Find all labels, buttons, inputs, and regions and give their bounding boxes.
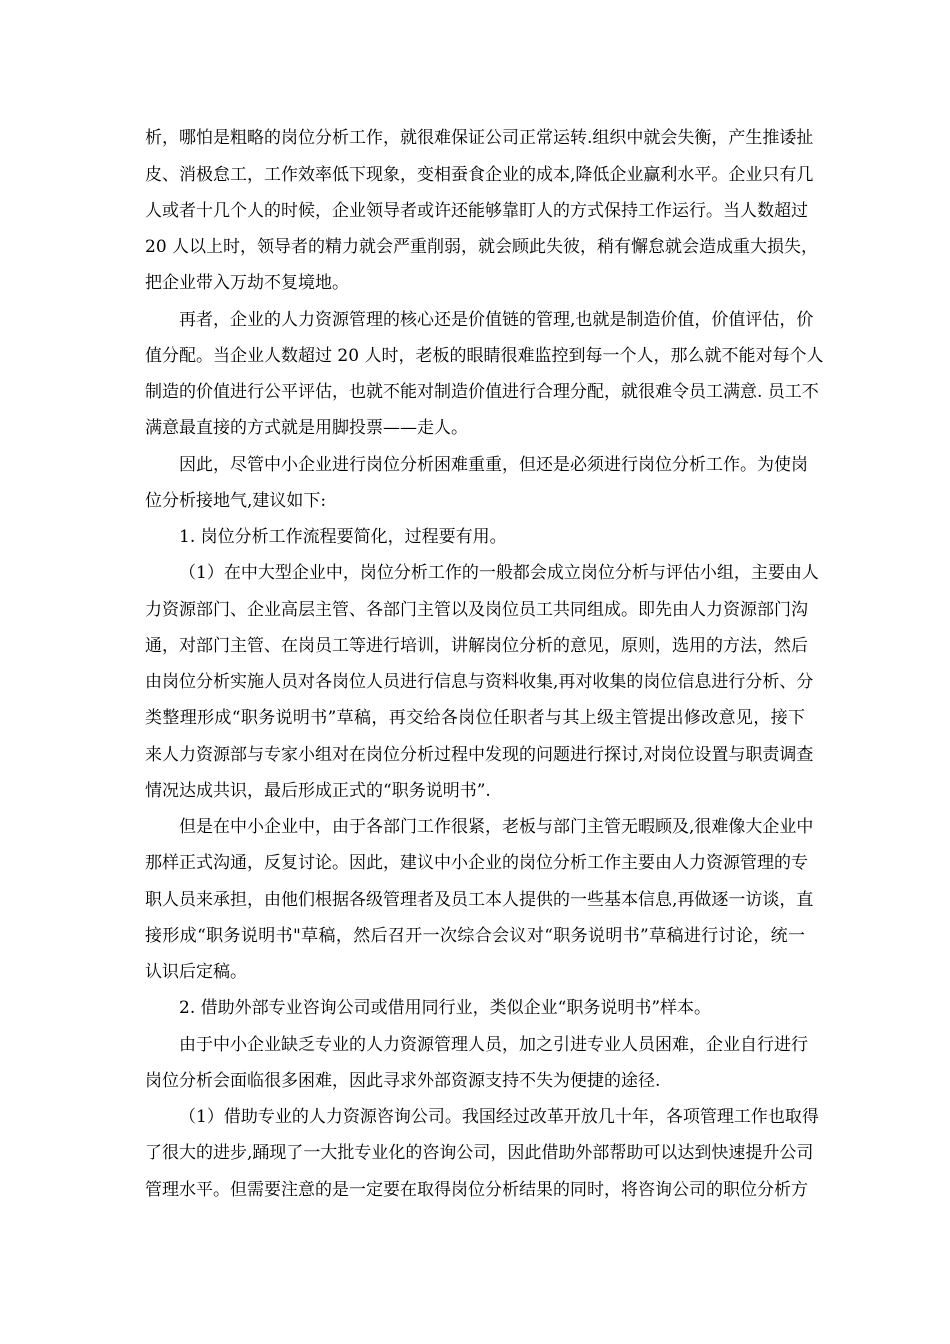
text-line: 岗位分析会面临很多困难，因此寻求外部资源支持不失为便捷的途径. [145,1071,661,1091]
paragraph-first-line: 再者，企业的人力资源管理的核心还是价值链的管理,也就是制造价值，价值评估，价 [179,310,814,330]
text-line: 力资源部门、企业高层主管、各部门主管以及岗位员工共同组成。即先由人力资源部门沟 [145,600,808,620]
paragraph-first-line: 因此，尽管中小企业进行岗位分析困难重重，但还是必须进行岗位分析工作。为使岗 [179,455,808,475]
paragraph-first-line: 但是在中小企业中，由于各部门工作很紧，老板与部门主管无暇顾及,很难像大企业中 [179,817,814,837]
text-line: 接形成“职务说明书"草稿，然后召开一次综合会议对“职务说明书”草稿进行讨论，统一 [145,926,805,946]
text-line: 情况达成共识，最后形成正式的“职务说明书”. [145,781,491,801]
text-line: 由岗位分析实施人员对各岗位人员进行信息与资料收集,再对收集的岗位信息进行分析、分 [145,672,814,692]
text-line: 值分配。当企业人数超过 20 人时，老板的眼睛很难监控到每一个人，那么就不能对每个人 [145,346,824,366]
text-line: 管理水平。但需要注意的是一定要在取得岗位分析结果的同时，将咨询公司的职位分析方 [145,1180,808,1200]
text-line: 认识后定稿。 [145,962,247,982]
paragraph-first-line: （1）在中大型企业中，岗位分析工作的一般都会成立岗位分析与评估小组，主要由人 [179,563,819,583]
text-line: 类整理形成“职务说明书”草稿，再交给各岗位任职者与其上级主管提出修改意见，接下 [145,708,805,728]
paragraph-first-line: （1）借助专业的人力资源咨询公司。我国经过改革开放几十年，各项管理工作也取得 [179,1107,819,1127]
paragraph-first-line: 由于中小企业缺乏专业的人力资源管理人员，加之引进专业人员困难，企业自行进行 [179,1035,808,1055]
text-line: 那样正式沟通，反复讨论。因此，建议中小企业的岗位分析工作主要由人力资源管理的专 [145,853,808,873]
text-line: 职人员来承担，由他们根据各级管理者及员工本人提供的一些基本信息,再做逐一访谈，直 [145,890,814,910]
section-heading: 1. 岗位分析工作流程要简化，过程要有用。 [179,527,507,547]
text-line: 位分析接地气,建议如下: [145,491,327,511]
text-line: 皮、消极怠工，工作效率低下现象，变相蚕食企业的成本,降低企业赢利水平。企业只有几 [145,165,814,185]
text-line: 了很大的进步,踊现了一大批专业化的咨询公司，因此借助外部帮助可以达到快速提升公司 [145,1143,814,1163]
text-line: 来人力资源部与专家小组对在岗位分析过程中发现的问题进行探讨,对岗位设置与职责调查 [145,745,814,765]
text-line: 人或者十几个人的时候，企业领导者或许还能够靠盯人的方式保持工作运行。当人数超过 [145,201,808,221]
text-line: 20 人以上时，领导者的精力就会严重削弱，就会顾此失彼，稍有懈怠就会造成重大损失， [145,237,819,257]
text-line: 把企业带入万劫不复境地。 [145,273,349,293]
text-line: 满意最直接的方式就是用脚投票——走人。 [145,418,468,438]
text-line: 析，哪怕是粗略的岗位分析工作，就很难保证公司正常运转.组织中就会失衡，产生推诿扯 [145,128,814,148]
text-line: 通，对部门主管、在岗员工等进行培训，讲解岗位分析的意见，原则，选用的方法，然后 [145,636,808,656]
section-heading: 2. 借助外部专业咨询公司或借用同行业，类似企业“职务说明书”样本。 [179,998,712,1018]
text-line: 制造的价值进行公平评估，也就不能对制造价值进行合理分配，就很难令员工满意. 员工不 [145,382,819,402]
